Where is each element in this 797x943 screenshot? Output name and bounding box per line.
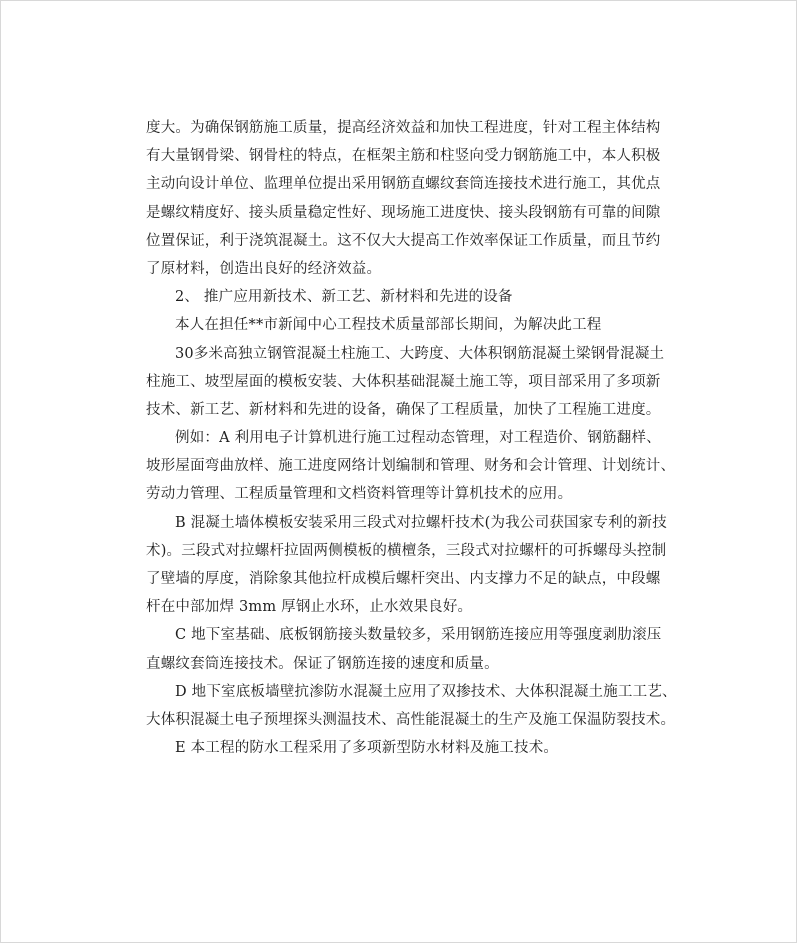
document-body [146, 114, 676, 762]
text-line: 劳动力管理、工程质量管理和文档资料管理等计算机技术的应用。 [146, 486, 573, 503]
text-line: C 地下室基础、底板钢筋接头数量较多，采用钢筋连接应用等强度剥肋滚压 [175, 627, 662, 644]
text-line: 直螺纹套筒连接技术。保证了钢筋连接的速度和质量。 [146, 655, 499, 672]
text-line: 了原材料，创造出良好的经济效益。 [146, 260, 382, 277]
text-line: 度大。为确保钢筋施工质量，提高经济效益和加快工程进度，针对工程主体结构 [146, 120, 661, 136]
text-line: 是螺纹精度好、接头质量稳定性好、现场施工进度快、接头段钢筋有可靠的间隙 [146, 204, 661, 221]
text-line: E 本工程的防水工程采用了多项新型防水材料及施工技术。 [175, 740, 559, 757]
text-line: 技术、新工艺、新材料和先进的设备，确保了工程质量，加快了工程施工进度。 [146, 401, 661, 418]
text-line: 坡形屋面弯曲放样、施工进度网络计划编制和管理、财务和会计管理、计划统计、 [146, 458, 676, 475]
text-line: 30多米高独立钢管混凝土柱施工、大跨度、大体积钢筋混凝土梁钢骨混凝土 [175, 345, 665, 362]
text-line: 主动向设计单位、监理单位提出采用钢筋直螺纹套筒连接技术进行施工，其优点 [146, 176, 661, 193]
text-line: 有大量钢骨梁、钢骨柱的特点，在框架主筋和柱竖向受力钢筋施工中，本人积极 [146, 148, 661, 165]
text-line: 了壁墙的厚度，消除象其他拉杆成模后螺杆突出、内支撑力不足的缺点，中段螺 [146, 571, 661, 587]
text-line: 大体积混凝土电子预埋探头测温技术、高性能混凝土的生产及施工保温防裂技术。 [146, 711, 676, 728]
text-line: 2、 推广应用新技术、新工艺、新材料和先进的设备 [175, 289, 513, 306]
text-line: D 地下室底板墙壁抗渗防水混凝土应用了双掺技术、大体积混凝土施工工艺、 [175, 683, 677, 700]
text-line: B 混凝土墙体模板安装采用三段式对拉螺杆技术(为我公司获国家专利的新技 [175, 514, 667, 531]
text-line: 柱施工、坡型屋面的模板安装、大体积基础混凝土施工等，项目部采用了多项新 [146, 373, 661, 390]
text-line: 例如：A 利用电子计算机进行施工过程动态管理，对工程造价、钢筋翻样、 [175, 430, 661, 447]
text-line: 本人在担任**市新闻中心工程技术质量部部长期间，为解决此工程 [175, 317, 602, 334]
text-line: 术)。三段式对拉螺杆拉固两侧模板的横檀条，三段式对拉螺杆的可拆螺母头控制 [146, 542, 667, 559]
text-line: 位置保证，利于浇筑混凝土。这不仅大大提高工作效率保证工作质量，而且节约 [146, 232, 661, 249]
text-line: 杆在中部加焊 3mm 厚钢止水环，止水效果良好。 [146, 599, 473, 616]
